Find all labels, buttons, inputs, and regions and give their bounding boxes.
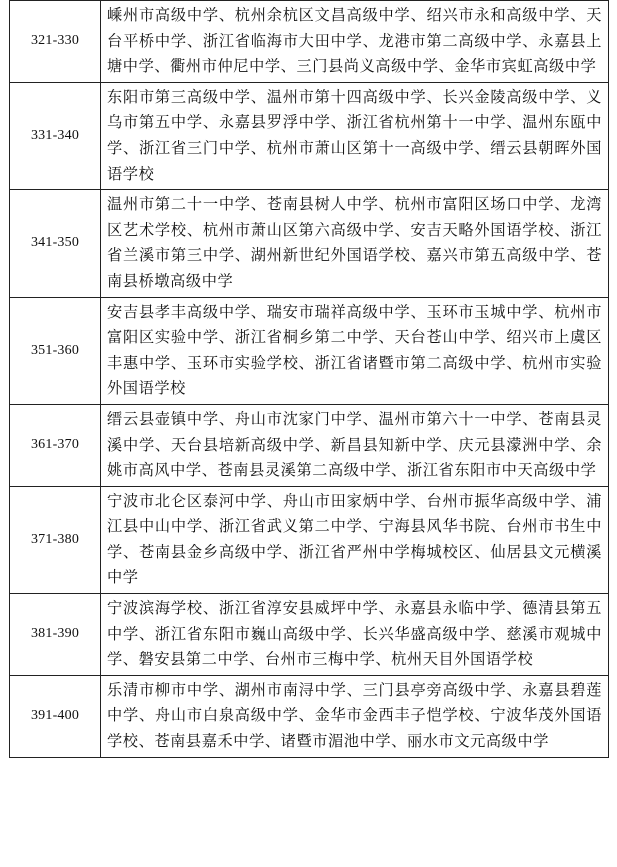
school-ranking-table <box>9 0 609 758</box>
rank-range-cell: 321-330 <box>10 1 101 83</box>
school-list-cell: 温州市第二十一中学、苍南县树人中学、杭州市富阳区场口中学、龙湾区艺术学校、杭州市萧山区第六高级中学、安吉天略外国语学校、浙江省兰溪市第三中学、湖州新世纪外国语学校、嘉兴市第五高级中学、苍南县桥墩高级中学 <box>101 190 609 297</box>
rank-range-cell: 331-340 <box>10 82 101 189</box>
school-list-cell: 宁波滨海学校、浙江省淳安县威坪中学、永嘉县永临中学、德清县第五中学、浙江省东阳市巍山高级中学、长兴华盛高级中学、慈溪市观城中学、磐安县第二中学、台州市三梅中学、杭州天目外国语学校 <box>101 594 609 676</box>
school-list-cell: 嵊州市高级中学、杭州余杭区文昌高级中学、绍兴市永和高级中学、天台平桥中学、浙江省临海市大田中学、龙港市第二高级中学、永嘉县上塘中学、衢州市仲尼中学、三门县尚义高级中学、金华市宾虹高级中学 <box>101 1 609 83</box>
rank-range-cell: 361-370 <box>10 404 101 486</box>
rank-range-cell: 381-390 <box>10 594 101 676</box>
table-row <box>10 297 609 404</box>
school-list-cell: 东阳市第三高级中学、温州市第十四高级中学、长兴金陵高级中学、义乌市第五中学、永嘉县罗浮中学、浙江省杭州第十一中学、温州东瓯中学、浙江省三门中学、杭州市萧山区第十一高级中学、缙云县朝晖外国语学校 <box>101 82 609 189</box>
table-row <box>10 404 609 486</box>
table-row <box>10 1 609 83</box>
table-row <box>10 190 609 297</box>
rank-range-cell: 371-380 <box>10 486 101 593</box>
school-list-cell: 乐清市柳市中学、湖州市南浔中学、三门县亭旁高级中学、永嘉县碧莲中学、舟山市白泉高级中学、金华市金西丰子恺学校、宁波华茂外国语学校、苍南县嘉禾中学、诸暨市湄池中学、丽水市文元高级中学 <box>101 675 609 757</box>
table-row <box>10 675 609 757</box>
school-list-cell: 宁波市北仑区泰河中学、舟山市田家炳中学、台州市振华高级中学、浦江县中山中学、浙江省武义第二中学、宁海县风华书院、台州市书生中学、苍南县金乡高级中学、浙江省严州中学梅城校区、仙居县文元横溪中学 <box>101 486 609 593</box>
rank-range-cell: 391-400 <box>10 675 101 757</box>
rank-range-cell: 341-350 <box>10 190 101 297</box>
school-list-cell: 安吉县孝丰高级中学、瑞安市瑞祥高级中学、玉环市玉城中学、杭州市富阳区实验中学、浙江省桐乡第二中学、天台苍山中学、绍兴市上虞区丰惠中学、玉环市实验学校、浙江省诸暨市第二高级中学、杭州市实验外国语学校 <box>101 297 609 404</box>
school-list-cell: 缙云县壶镇中学、舟山市沈家门中学、温州市第六十一中学、苍南县灵溪中学、天台县培新高级中学、新昌县知新中学、庆元县濛洲中学、余姚市高风中学、苍南县灵溪第二高级中学、浙江省东阳市中天高级中学 <box>101 404 609 486</box>
table-row <box>10 486 609 593</box>
table-row <box>10 594 609 676</box>
rank-range-cell: 351-360 <box>10 297 101 404</box>
table-row <box>10 82 609 189</box>
